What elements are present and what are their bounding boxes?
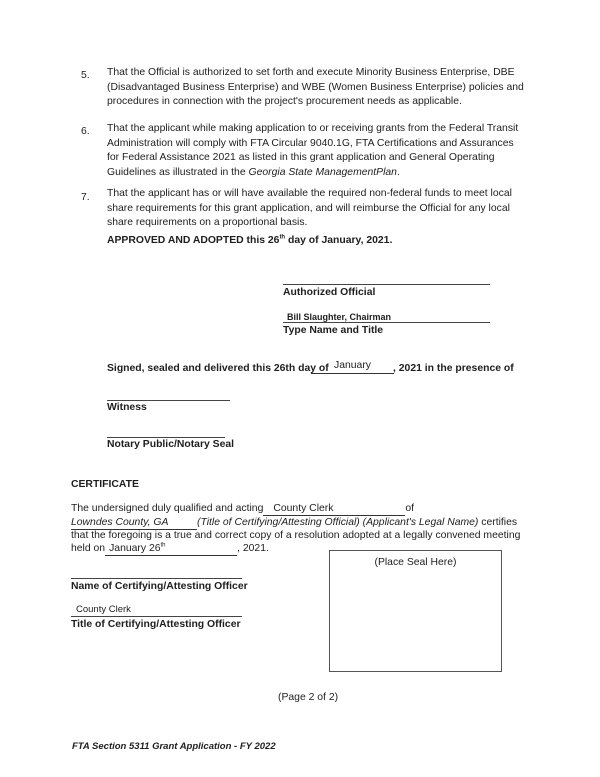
meeting-date-sup: th [160,542,166,549]
document-footer-title: FTA Section 5311 Grant Application - FY 2022 [72,741,276,752]
cert-line1-prefix: The undersigned duly qualified and acting [71,503,264,514]
item-text-end: . [396,166,400,178]
cert-line4-prefix: held on [71,543,106,554]
item-text-main: That the applicant while making application to or receiving grants from the Federal Transit Administration will comply with FTA Circular 9040.1G, FTA Certifications and Assurances for Federal Assistance 2021 as listed in this grant application and General Operating Guidelines as illustrated in the [107,123,519,178]
item-number: 7. [81,192,90,203]
authorized-official-label: Authorized Official [283,287,376,298]
seal-box [329,550,502,672]
approval-sup: th [279,234,286,241]
meeting-date-value: January 26 [109,543,161,554]
certificate-line-4 [71,542,269,557]
item-text [107,122,527,180]
name-title-line [283,322,490,323]
cert-line2-suffix: certifies [478,517,518,528]
plan-title: Georgia State ManagementPlan [248,166,397,178]
certifying-officer-name-label: Name of Certifying/Attesting Officer [71,581,248,592]
signed-sealed-suffix: , 2021 in the presence of [393,363,514,374]
item-number: 6. [81,126,90,137]
certifying-officer-title-label: Title of Certifying/Attesting Officer [71,619,241,630]
cert-line4-suffix: , 2021. [237,543,269,554]
seal-label: (Place Seal Here) [374,557,457,568]
acting-title-field[interactable]: County Clerk [263,503,405,516]
certifying-officer-name-line[interactable] [71,578,242,579]
type-name-title-label: Type Name and Title [283,325,384,336]
signature-line-authorized[interactable] [283,284,490,285]
item-number: 5. [81,70,90,81]
item-text: That the Official is authorized to set forth and execute Minority Business Enterprise, DBE (Disadvantaged Business Enterprise) and WBE (Women Business Enterprise) policies and procedures in connection with the project's procurement needs as applicable. [107,67,524,108]
page-indicator: (Page 2 of 2) [278,692,339,703]
certificate-heading: CERTIFICATE [71,479,139,490]
certifying-officer-title-value[interactable]: County Clerk [76,604,131,615]
notary-label: Notary Public/Notary Seal [107,439,235,450]
approval-statement [107,234,392,249]
certificate-line-3: that the foregoing is a true and correct copy of a resolution adopted at a legally convened meeting [71,530,521,541]
witness-label: Witness [107,402,147,413]
approval-prefix: APPROVED AND ADOPTED this 26 [107,235,280,246]
cert-line2-italic: (Title of Certifying/Attesting Official) (Applicant's Legal Name) [197,517,479,528]
official-name-value[interactable]: Bill Slaughter, Chairman [287,312,392,322]
approval-rest: day of January, 2021. [285,235,393,246]
certificate-line-1 [71,502,414,517]
cert-line1-suffix: of [405,503,415,514]
signed-sealed-prefix: Signed, sealed and delivered this 26th day of [107,363,329,374]
signed-month-field[interactable]: January [311,359,394,374]
item-text: That the applicant has or will have available the required non-federal funds to meet local share requirements for this grant application, and will reimburse the Official for any local share requirements on a proportional basis. [107,188,512,229]
certifying-officer-title-line [71,616,242,617]
meeting-date-field[interactable] [105,543,237,556]
applicant-name-field[interactable]: Lowndes County, GA [71,517,197,530]
